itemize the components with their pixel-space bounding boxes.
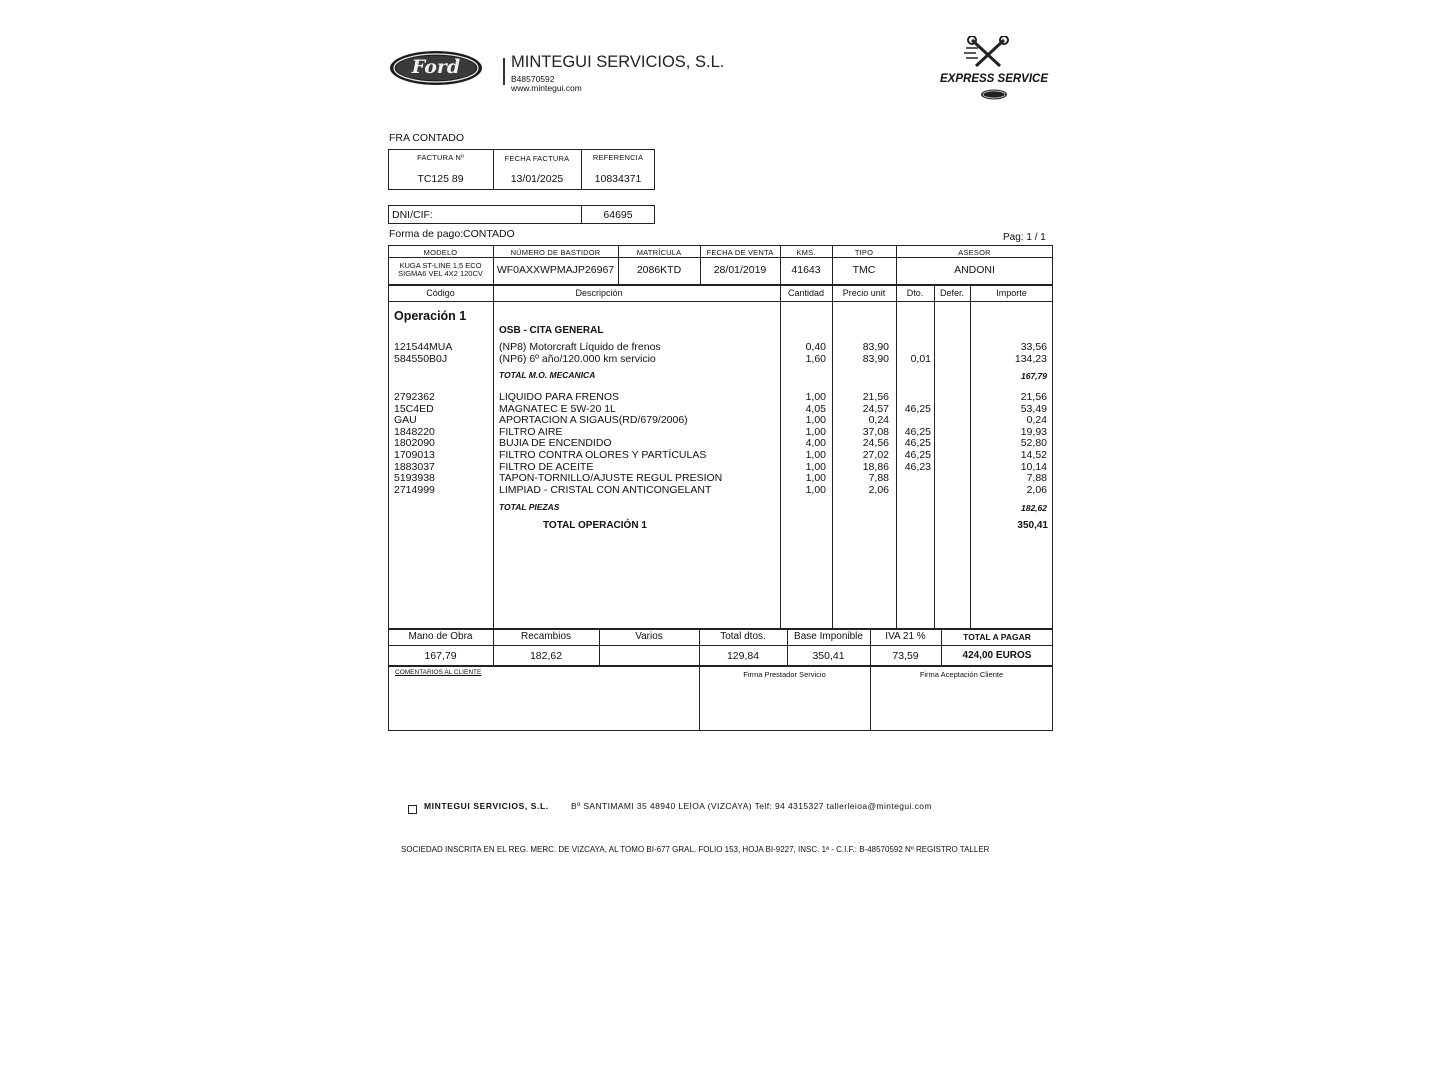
labour-total-label: TOTAL M.O. MECANICA (499, 370, 596, 380)
comments-label: COMENTARIOS AL CLIENTE (395, 669, 482, 676)
vehicle-bastidor: WF0AXXWPMAJP26967 (496, 264, 615, 276)
row-qty: 1,00 (805, 472, 826, 485)
operation-title: Operación 1 (394, 309, 467, 323)
totals-header-total-pagar: TOTAL A PAGAR (963, 632, 1031, 642)
parts-total: 182,62 (1021, 503, 1047, 513)
table-row (0, 392, 1440, 404)
row-desc: TAPON-TORNILLO/AJUSTE REGUL PRESION (499, 472, 723, 485)
row-qty: 1,00 (805, 425, 826, 438)
row-amount: 21,56 (1020, 391, 1047, 403)
client-signature-label: Firma Aceptación Cliente (919, 670, 1004, 679)
operation-total: 350,41 (1017, 520, 1048, 531)
row-desc: FILTRO DE ACEITE (499, 460, 594, 473)
row-desc: MAGNATEC E 5W-20 1L (499, 402, 616, 415)
footer-company: MINTEGUI SERVICIOS, S.L. (424, 801, 549, 811)
vehicle-header-modelo: MODELO (423, 248, 458, 257)
row-amount: 0,24 (1026, 414, 1047, 427)
row-desc: (NP8) Motorcraft Líquido de frenos (499, 341, 661, 353)
row-code: 2792362 (394, 391, 435, 403)
row-amount: 134,23 (1014, 352, 1047, 365)
row-desc: (NP6) 6º año/120.000 km servicio (499, 352, 656, 365)
payment-value: CONTADO (463, 228, 515, 240)
row-amount: 52,80 (1020, 437, 1047, 450)
vehicle-header-tipo: TIPO (854, 248, 874, 257)
row-qty: 1,00 (805, 460, 826, 473)
row-code: GAU (394, 414, 417, 427)
vehicle-header-matricula: MATRÍCULA (636, 248, 682, 257)
row-qty: 1,00 (805, 414, 826, 427)
items-header-descripcion: Descripción (575, 288, 623, 298)
row-amount: 14,52 (1020, 449, 1047, 461)
vehicle-header-bastidor: NÚMERO DE BASTIDOR (510, 248, 601, 257)
row-code: 5193938 (394, 472, 435, 485)
totals-base: 350,41 (812, 650, 845, 662)
company-name: MINTEGUI SERVICIOS, S.L. (511, 53, 725, 71)
totals-header-recambios: Recambios (520, 631, 572, 642)
vehicle-header-fecha-venta: FECHA DE VENTA (706, 248, 774, 257)
row-price: 24,57 (862, 402, 889, 415)
parts-total-label: TOTAL PIEZAS (499, 502, 560, 512)
company-web: www.mintegui.com (511, 83, 582, 93)
table-row (0, 485, 1440, 497)
row-price: 83,90 (862, 352, 889, 365)
footer-address: Bº SANTIMAMI 35 48940 LEIOA (VIZCAYA) Telf: 94 4315327 tallerleioa@mintegui.com (571, 801, 932, 811)
vehicle-tipo: TMC (852, 264, 876, 276)
row-desc: FILTRO CONTRA OLORES Y PARTÍCULAS (499, 449, 707, 461)
row-desc: LIMPIAD - CRISTAL CON ANTICONGELANT (499, 483, 712, 496)
row-qty: 0,40 (805, 341, 826, 353)
row-desc: LIQUIDO PARA FRENOS (499, 391, 619, 403)
row-amount: 10,14 (1020, 460, 1047, 473)
totals-header-varios: Varios (635, 631, 663, 642)
row-amount: 53,49 (1020, 402, 1047, 415)
invoice-reference: 10834371 (594, 173, 642, 185)
company-cif: B48570592 (511, 74, 555, 84)
checkbox-square-icon (408, 805, 417, 814)
totals-recambios: 182,62 (529, 650, 563, 662)
items-header-importe: Importe (996, 288, 1027, 298)
row-desc: BUJIA DE ENCENDIDO (499, 437, 612, 450)
row-price: 18,86 (862, 460, 889, 473)
row-qty: 4,05 (805, 402, 826, 415)
totals-iva: 73,59 (892, 650, 919, 662)
vehicle-model-line2: SIGMA6 VEL 4X2 120CV (398, 269, 483, 278)
ford-mini-logo (980, 89, 1008, 100)
invoice-reference-header: REFERENCIA (592, 153, 644, 162)
items-header-dto: Dto. (906, 288, 924, 298)
ford-logo (389, 50, 483, 86)
row-desc: FILTRO AIRE (499, 425, 563, 438)
invoice-date: 13/01/2025 (510, 173, 564, 185)
table-row (0, 427, 1440, 439)
row-qty: 1,60 (805, 352, 826, 365)
row-price: 83,90 (862, 341, 889, 353)
row-code: 2714999 (394, 483, 435, 496)
row-code: 1802090 (394, 437, 435, 450)
totals-header-iva: IVA 21 % (885, 631, 926, 642)
items-header-codigo: Código (426, 288, 455, 298)
row-price: 7,88 (868, 472, 889, 485)
dni-value: 64695 (603, 209, 633, 221)
table-row (0, 354, 1440, 366)
page-number: Pag: 1 / 1 (1003, 232, 1046, 243)
totals-header-base: Base Imponible (794, 631, 863, 642)
totals-header-total-dtos: Total dtos. (720, 631, 766, 642)
row-price: 21,56 (862, 391, 889, 403)
items-header-defer: Defer. (939, 288, 964, 298)
express-service-logo (936, 36, 1052, 102)
table-row (0, 473, 1440, 485)
row-qty: 1,00 (805, 449, 826, 461)
row-qty: 4,00 (805, 437, 826, 450)
invoice-date-header: FECHA FACTURA (504, 154, 570, 163)
table-row (0, 438, 1440, 450)
vehicle-model-line1: KUGA ST-LINE 1,5 ECO (399, 261, 482, 270)
vehicle-header-asesor: ASESOR (958, 248, 991, 257)
vehicle-kms: 41643 (791, 264, 821, 276)
dni-label: DNI/CIF: (392, 209, 433, 221)
row-dto: 46,25 (904, 402, 931, 415)
vehicle-fecha-venta: 28/01/2019 (713, 264, 767, 276)
totals-total-dtos: 129,84 (726, 650, 760, 662)
row-code: 121544MUA (394, 341, 453, 353)
row-dto: 46,25 (904, 449, 931, 461)
totals-mano-obra: 167,79 (424, 650, 457, 662)
invoice-number-header: FACTURA Nº (417, 153, 464, 162)
tools-icon (964, 36, 1014, 70)
payment-label: Forma de pago: (389, 228, 464, 240)
row-price: 0,24 (868, 414, 889, 427)
table-row (0, 342, 1440, 354)
row-code: 1709013 (394, 449, 435, 461)
invoice-number: TC125 89 (417, 173, 464, 185)
table-row (0, 450, 1440, 462)
row-amount: 2,06 (1026, 483, 1047, 496)
row-price: 2,06 (868, 483, 889, 496)
ford-logo-text: Ford (411, 56, 461, 78)
row-price: 27,02 (862, 449, 889, 461)
row-dto: 46,25 (904, 437, 931, 450)
vehicle-matricula: 2086KTD (636, 264, 682, 276)
row-dto: 46,23 (904, 460, 931, 473)
table-row (0, 415, 1440, 427)
provider-signature-label: Firma Prestador Servicio (743, 670, 826, 679)
group-title: OSB - CITA GENERAL (499, 325, 604, 336)
row-amount: 7,88 (1026, 472, 1047, 485)
express-service-text: EXPRESS SERVICE (940, 73, 1049, 85)
row-price: 24,56 (862, 437, 889, 450)
row-code: 15C4ED (394, 402, 434, 415)
footer-registry: SOCIEDAD INSCRITA EN EL REG. MERC. DE VIZCAYA, AL TOMO BI-677 GRAL. FOLIO 153, HOJA BI-9227, INSC. 1ª - C.I.F.: B-48570592 Nº REGISTRO TALLER (401, 845, 990, 854)
row-desc: APORTACION A SIGAUS(RD/679/2006) (499, 414, 688, 427)
vehicle-asesor: ANDONI (954, 264, 995, 276)
totals-header-mano-obra: Mano de Obra (408, 631, 473, 642)
items-header-precio: Precio unit (842, 288, 886, 298)
labour-total: 167,79 (1021, 371, 1047, 381)
row-code: 1848220 (394, 425, 435, 438)
row-amount: 33,56 (1020, 341, 1047, 353)
row-qty: 1,00 (805, 483, 826, 496)
invoice-type: FRA CONTADO (389, 132, 465, 144)
row-amount: 19,93 (1020, 425, 1047, 438)
table-row (0, 404, 1440, 416)
row-code: 1883037 (394, 460, 435, 473)
row-price: 37,08 (862, 425, 889, 438)
row-qty: 1,00 (805, 391, 826, 403)
vehicle-header-kms: KMS. (796, 248, 816, 257)
row-code: 584550B0J (394, 352, 448, 365)
totals-total-pagar: 424,00 EUROS (962, 650, 1032, 661)
row-dto: 0,01 (910, 352, 931, 365)
items-header-cantidad: Cantidad (787, 288, 825, 298)
operation-total-label: TOTAL OPERACIÓN 1 (543, 520, 647, 531)
row-dto: 46,25 (904, 425, 931, 438)
